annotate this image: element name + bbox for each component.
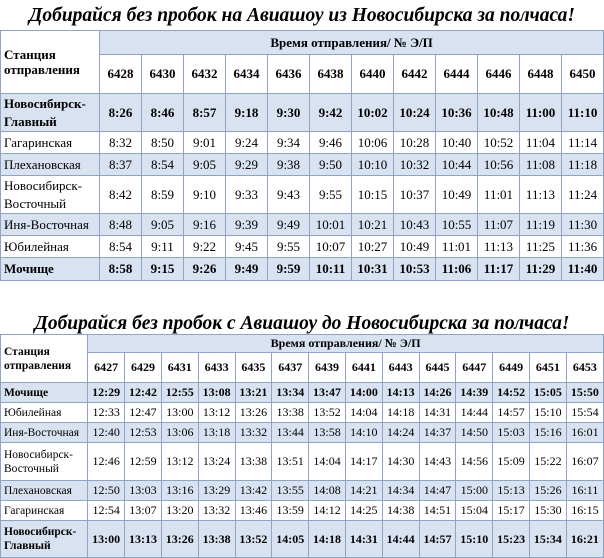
table-row bbox=[1, 403, 604, 423]
departure-time: 9:34 bbox=[268, 132, 310, 154]
departure-time: 11:30 bbox=[562, 214, 604, 236]
departure-time: 11:00 bbox=[520, 94, 562, 132]
station-name: Новосибирск-Восточный bbox=[1, 176, 100, 214]
departure-time: 10:11 bbox=[310, 258, 352, 281]
departure-time: 9:46 bbox=[310, 132, 352, 154]
table-row bbox=[1, 176, 604, 214]
departure-time: 13:26 bbox=[235, 403, 272, 423]
departure-time: 15:13 bbox=[493, 481, 530, 501]
departure-time: 14:17 bbox=[345, 443, 382, 481]
departure-time: 11:17 bbox=[478, 258, 520, 281]
departure-time: 15:09 bbox=[493, 443, 530, 481]
departure-time: 9:55 bbox=[310, 176, 352, 214]
station-column-header: Станция отправления bbox=[1, 31, 100, 94]
departure-time: 13:38 bbox=[235, 443, 272, 481]
departure-time: 10:10 bbox=[352, 154, 394, 176]
departure-time: 14:24 bbox=[382, 423, 419, 443]
departure-time: 9:11 bbox=[142, 236, 184, 258]
departure-time: 15:05 bbox=[530, 383, 567, 403]
departure-time: 13:00 bbox=[161, 403, 198, 423]
departure-time: 9:29 bbox=[226, 154, 268, 176]
departure-time: 13:18 bbox=[198, 423, 235, 443]
departure-time: 12:46 bbox=[88, 443, 125, 481]
train-number: 6441 bbox=[345, 353, 382, 383]
departure-time: 16:11 bbox=[566, 481, 603, 501]
departure-time: 12:33 bbox=[88, 403, 125, 423]
departure-time: 10:32 bbox=[394, 154, 436, 176]
departure-time: 10:40 bbox=[436, 132, 478, 154]
departure-time: 9:16 bbox=[184, 214, 226, 236]
departure-time: 14:12 bbox=[309, 501, 346, 521]
departure-time: 16:15 bbox=[566, 501, 603, 521]
train-number-row bbox=[1, 353, 604, 383]
station-name: Новосибирск-Восточный bbox=[1, 443, 88, 481]
departure-time: 10:31 bbox=[352, 258, 394, 281]
departure-time: 10:36 bbox=[436, 94, 478, 132]
departure-time: 15:34 bbox=[530, 521, 567, 558]
departure-time: 13:46 bbox=[235, 501, 272, 521]
departure-time: 13:47 bbox=[309, 383, 346, 403]
departure-time: 13:07 bbox=[125, 501, 162, 521]
station-name: Юбилейная bbox=[1, 403, 88, 423]
departure-time: 15:26 bbox=[530, 481, 567, 501]
departure-time: 14:52 bbox=[493, 383, 530, 403]
departure-time: 13:58 bbox=[309, 423, 346, 443]
departure-time: 14:51 bbox=[419, 501, 456, 521]
departure-time: 15:00 bbox=[456, 481, 493, 501]
departure-time: 13:38 bbox=[272, 403, 309, 423]
departure-time: 11:36 bbox=[562, 236, 604, 258]
title-to-airshow: Добирайся без пробок на Авиашоу из Новосибирска за полчаса! bbox=[29, 5, 575, 26]
departure-time: 16:01 bbox=[566, 423, 603, 443]
departure-time: 11:10 bbox=[562, 94, 604, 132]
departure-time: 14:31 bbox=[419, 403, 456, 423]
departure-time: 10:53 bbox=[394, 258, 436, 281]
table-row bbox=[1, 481, 604, 501]
departure-time: 9:05 bbox=[184, 154, 226, 176]
departure-time: 13:59 bbox=[272, 501, 309, 521]
departure-time: 13:24 bbox=[198, 443, 235, 481]
departure-time: 14:56 bbox=[456, 443, 493, 481]
departure-time: 14:00 bbox=[345, 383, 382, 403]
departure-time: 12:29 bbox=[88, 383, 125, 403]
departure-time: 14:13 bbox=[382, 383, 419, 403]
departure-time: 10:01 bbox=[310, 214, 352, 236]
departure-time: 13:13 bbox=[125, 521, 162, 558]
train-number: 6443 bbox=[382, 353, 419, 383]
departure-time: 8:32 bbox=[100, 132, 142, 154]
departure-time: 13:00 bbox=[88, 521, 125, 558]
departure-time: 14:57 bbox=[419, 521, 456, 558]
departure-time: 9:10 bbox=[184, 176, 226, 214]
departure-time: 13:52 bbox=[235, 521, 272, 558]
departure-time: 13:32 bbox=[198, 501, 235, 521]
departure-time: 10:02 bbox=[352, 94, 394, 132]
departure-time: 10:44 bbox=[436, 154, 478, 176]
departure-time: 10:56 bbox=[478, 154, 520, 176]
departure-time: 8:54 bbox=[142, 154, 184, 176]
departure-time: 10:52 bbox=[478, 132, 520, 154]
departure-time: 11:14 bbox=[562, 132, 604, 154]
departure-time: 10:49 bbox=[394, 236, 436, 258]
departure-time: 10:21 bbox=[352, 214, 394, 236]
departure-time: 11:08 bbox=[520, 154, 562, 176]
table-row bbox=[1, 154, 604, 176]
train-number: 6429 bbox=[125, 353, 162, 383]
departure-time: 13:38 bbox=[198, 521, 235, 558]
departure-time: 15:16 bbox=[530, 423, 567, 443]
departure-time: 10:48 bbox=[478, 94, 520, 132]
train-number: 6432 bbox=[184, 55, 226, 94]
departure-time: 14:57 bbox=[493, 403, 530, 423]
departure-time: 8:42 bbox=[100, 176, 142, 214]
station-name: Новосибирск-Главный bbox=[1, 521, 88, 558]
departure-time: 14:31 bbox=[345, 521, 382, 558]
train-number: 6442 bbox=[394, 55, 436, 94]
station-name: Иня-Восточная bbox=[1, 214, 100, 236]
departure-time: 14:05 bbox=[272, 521, 309, 558]
departure-time: 8:48 bbox=[100, 214, 142, 236]
departure-time: 9:26 bbox=[184, 258, 226, 281]
departure-time: 13:51 bbox=[272, 443, 309, 481]
departure-time: 9:49 bbox=[268, 214, 310, 236]
departure-time: 10:07 bbox=[310, 236, 352, 258]
departure-time: 8:59 bbox=[142, 176, 184, 214]
train-number: 6428 bbox=[100, 55, 142, 94]
table-row bbox=[1, 258, 604, 281]
train-number: 6446 bbox=[478, 55, 520, 94]
departure-time: 9:50 bbox=[310, 154, 352, 176]
departure-time: 14:25 bbox=[345, 501, 382, 521]
timetable-from-airshow bbox=[0, 334, 604, 558]
departure-time: 13:55 bbox=[272, 481, 309, 501]
departure-time: 14:21 bbox=[345, 481, 382, 501]
departure-time: 11:01 bbox=[478, 176, 520, 214]
departure-time: 13:12 bbox=[198, 403, 235, 423]
departure-time: 16:07 bbox=[566, 443, 603, 481]
table-row bbox=[1, 443, 604, 481]
departure-time: 10:24 bbox=[394, 94, 436, 132]
departure-time: 13:03 bbox=[125, 481, 162, 501]
departure-time: 11:13 bbox=[478, 236, 520, 258]
station-name: Иня-Восточная bbox=[1, 423, 88, 443]
table-row bbox=[1, 236, 604, 258]
train-number: 6436 bbox=[268, 55, 310, 94]
departure-time: 12:54 bbox=[88, 501, 125, 521]
departure-time: 13:26 bbox=[161, 521, 198, 558]
departure-time: 10:37 bbox=[394, 176, 436, 214]
departure-time-header: Время отправления/ № Э/П bbox=[100, 31, 604, 55]
table-row bbox=[1, 383, 604, 403]
table-row bbox=[1, 94, 604, 132]
train-number: 6427 bbox=[88, 353, 125, 383]
departure-time: 11:18 bbox=[562, 154, 604, 176]
departure-time: 11:24 bbox=[562, 176, 604, 214]
departure-time: 10:43 bbox=[394, 214, 436, 236]
train-number: 6445 bbox=[419, 353, 456, 383]
train-number: 6440 bbox=[352, 55, 394, 94]
departure-time: 13:08 bbox=[198, 383, 235, 403]
station-column-header: Станция отправления bbox=[1, 335, 88, 383]
train-number: 6438 bbox=[310, 55, 352, 94]
train-number: 6437 bbox=[272, 353, 309, 383]
train-number: 6453 bbox=[566, 353, 603, 383]
departure-time: 9:18 bbox=[226, 94, 268, 132]
departure-time: 15:03 bbox=[493, 423, 530, 443]
departure-time: 11:04 bbox=[520, 132, 562, 154]
departure-time: 11:40 bbox=[562, 258, 604, 281]
departure-time: 15:54 bbox=[566, 403, 603, 423]
departure-time: 12:59 bbox=[125, 443, 162, 481]
station-name: Гагаринская bbox=[1, 132, 100, 154]
departure-time: 10:55 bbox=[436, 214, 478, 236]
departure-time: 9:24 bbox=[226, 132, 268, 154]
departure-time: 9:38 bbox=[268, 154, 310, 176]
station-name: Плехановская bbox=[1, 154, 100, 176]
departure-time: 11:06 bbox=[436, 258, 478, 281]
timetable-to-airshow bbox=[0, 30, 604, 281]
table-row bbox=[1, 521, 604, 558]
departure-time: 12:55 bbox=[161, 383, 198, 403]
departure-time: 14:37 bbox=[419, 423, 456, 443]
departure-time: 13:44 bbox=[272, 423, 309, 443]
departure-time: 14:26 bbox=[419, 383, 456, 403]
departure-time: 13:21 bbox=[235, 383, 272, 403]
departure-time: 11:29 bbox=[520, 258, 562, 281]
departure-time: 9:42 bbox=[310, 94, 352, 132]
departure-time: 9:43 bbox=[268, 176, 310, 214]
departure-time-header: Время отправления/ № Э/П bbox=[88, 335, 604, 353]
departure-time: 13:16 bbox=[161, 481, 198, 501]
departure-time: 14:47 bbox=[419, 481, 456, 501]
departure-time: 8:50 bbox=[142, 132, 184, 154]
departure-time: 15:10 bbox=[530, 403, 567, 423]
departure-time: 16:21 bbox=[566, 521, 603, 558]
table-row bbox=[1, 132, 604, 154]
departure-time: 13:42 bbox=[235, 481, 272, 501]
departure-time: 10:06 bbox=[352, 132, 394, 154]
train-number: 6447 bbox=[456, 353, 493, 383]
departure-time: 13:06 bbox=[161, 423, 198, 443]
departure-time: 10:49 bbox=[436, 176, 478, 214]
departure-time: 11:25 bbox=[520, 236, 562, 258]
departure-time: 12:42 bbox=[125, 383, 162, 403]
departure-time: 15:22 bbox=[530, 443, 567, 481]
title-from-airshow: Добирайся без пробок с Авиашоу до Новосибирска за полчаса! bbox=[34, 313, 570, 334]
train-number: 6444 bbox=[436, 55, 478, 94]
departure-time: 15:23 bbox=[493, 521, 530, 558]
departure-time: 9:30 bbox=[268, 94, 310, 132]
departure-time: 14:43 bbox=[419, 443, 456, 481]
departure-time: 11:19 bbox=[520, 214, 562, 236]
station-name: Мочище bbox=[1, 258, 100, 281]
departure-time: 8:57 bbox=[184, 94, 226, 132]
departure-time: 14:10 bbox=[345, 423, 382, 443]
departure-time: 8:54 bbox=[100, 236, 142, 258]
departure-time: 8:58 bbox=[100, 258, 142, 281]
train-number: 6435 bbox=[235, 353, 272, 383]
departure-time: 15:17 bbox=[493, 501, 530, 521]
departure-time: 14:44 bbox=[382, 521, 419, 558]
train-number: 6430 bbox=[142, 55, 184, 94]
departure-time: 12:40 bbox=[88, 423, 125, 443]
table-row bbox=[1, 214, 604, 236]
departure-time: 12:53 bbox=[125, 423, 162, 443]
departure-time: 9:01 bbox=[184, 132, 226, 154]
departure-time: 15:10 bbox=[456, 521, 493, 558]
departure-time: 14:04 bbox=[309, 443, 346, 481]
departure-time: 11:01 bbox=[436, 236, 478, 258]
train-number: 6451 bbox=[530, 353, 567, 383]
departure-time: 15:30 bbox=[530, 501, 567, 521]
departure-time: 15:04 bbox=[456, 501, 493, 521]
departure-time: 9:15 bbox=[142, 258, 184, 281]
train-number: 6449 bbox=[493, 353, 530, 383]
departure-time: 14:04 bbox=[345, 403, 382, 423]
train-number: 6448 bbox=[520, 55, 562, 94]
departure-time: 10:28 bbox=[394, 132, 436, 154]
departure-time: 9:39 bbox=[226, 214, 268, 236]
station-name: Юбилейная bbox=[1, 236, 100, 258]
departure-time: 13:32 bbox=[235, 423, 272, 443]
departure-time: 14:38 bbox=[382, 501, 419, 521]
station-name: Новосибирск-Главный bbox=[1, 94, 100, 132]
departure-time: 9:55 bbox=[268, 236, 310, 258]
departure-time: 10:27 bbox=[352, 236, 394, 258]
departure-time: 14:44 bbox=[456, 403, 493, 423]
departure-time: 14:34 bbox=[382, 481, 419, 501]
departure-time: 8:37 bbox=[100, 154, 142, 176]
departure-time: 14:18 bbox=[309, 521, 346, 558]
departure-time: 14:50 bbox=[456, 423, 493, 443]
departure-time: 13:12 bbox=[161, 443, 198, 481]
departure-time: 9:45 bbox=[226, 236, 268, 258]
departure-time: 11:13 bbox=[520, 176, 562, 214]
departure-time: 12:50 bbox=[88, 481, 125, 501]
station-name: Плехановская bbox=[1, 481, 88, 501]
departure-time: 9:49 bbox=[226, 258, 268, 281]
train-number: 6439 bbox=[309, 353, 346, 383]
departure-time: 14:39 bbox=[456, 383, 493, 403]
station-name: Гагаринская bbox=[1, 501, 88, 521]
table-row bbox=[1, 423, 604, 443]
departure-time: 14:08 bbox=[309, 481, 346, 501]
departure-time: 14:30 bbox=[382, 443, 419, 481]
train-number: 6434 bbox=[226, 55, 268, 94]
departure-time: 10:15 bbox=[352, 176, 394, 214]
departure-time: 11:07 bbox=[478, 214, 520, 236]
train-number: 6433 bbox=[198, 353, 235, 383]
departure-time: 9:33 bbox=[226, 176, 268, 214]
departure-time: 9:59 bbox=[268, 258, 310, 281]
departure-time: 8:46 bbox=[142, 94, 184, 132]
departure-time: 12:47 bbox=[125, 403, 162, 423]
departure-time: 14:18 bbox=[382, 403, 419, 423]
table-row bbox=[1, 501, 604, 521]
train-number: 6431 bbox=[161, 353, 198, 383]
train-number: 6450 bbox=[562, 55, 604, 94]
departure-time: 15:50 bbox=[566, 383, 603, 403]
departure-time: 9:05 bbox=[142, 214, 184, 236]
station-name: Мочище bbox=[1, 383, 88, 403]
departure-time: 13:34 bbox=[272, 383, 309, 403]
departure-time: 13:20 bbox=[161, 501, 198, 521]
departure-time: 13:29 bbox=[198, 481, 235, 501]
departure-time: 9:22 bbox=[184, 236, 226, 258]
departure-time: 8:26 bbox=[100, 94, 142, 132]
departure-time: 13:52 bbox=[309, 403, 346, 423]
